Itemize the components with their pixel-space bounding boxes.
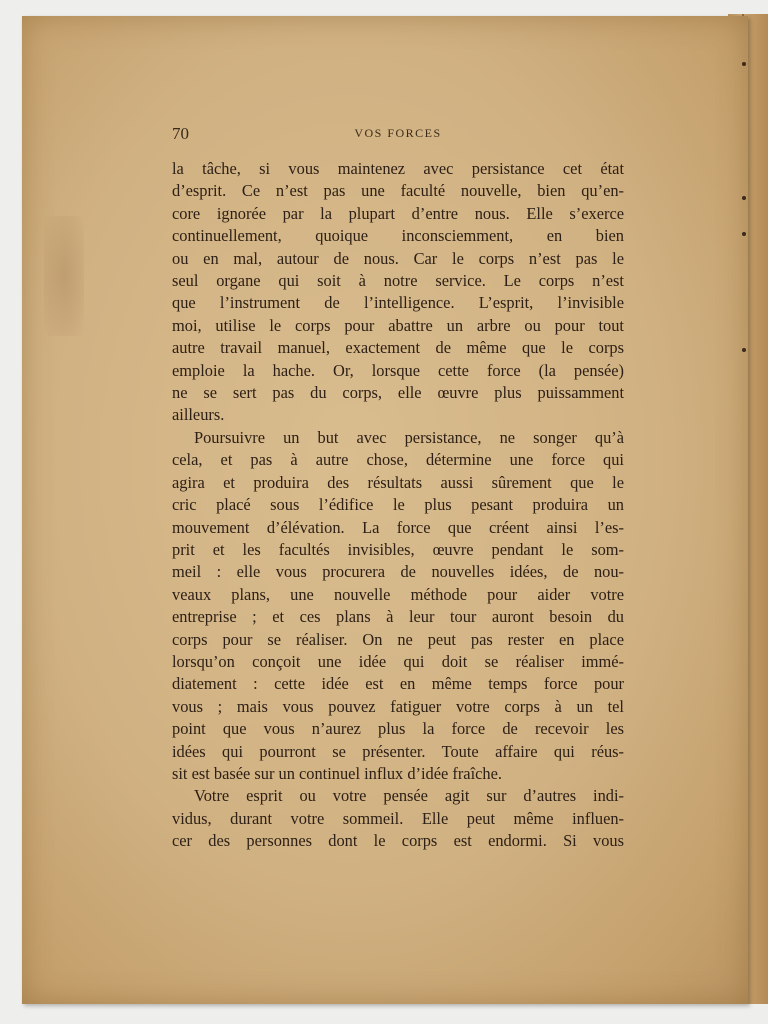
- text-line: idées qui pourront se présenter. Toute affaire qui réus-: [172, 741, 624, 761]
- text-line: d’esprit. Ce n’est pas une faculté nouvelle, bien qu’en-: [172, 181, 624, 201]
- text-line: moi, utilise le corps pour abattre un arbre ou pour tout: [172, 315, 624, 335]
- page-number: 70: [172, 124, 189, 143]
- binding-mark: [742, 62, 746, 66]
- text-line: prit et les facultés invisibles, œuvre pendant le som-: [172, 539, 624, 559]
- paragraph-first-line: Poursuivre un but avec persistance, ne songer qu’à: [194, 427, 624, 447]
- text-line: autre travail manuel, exactement de même que le corps: [172, 338, 624, 358]
- binding-mark: [742, 196, 746, 200]
- text-line: sit est basée sur un continuel influx d’idée fraîche.: [172, 763, 502, 783]
- text-line: point que vous n’aurez plus la force de recevoir les: [172, 719, 624, 739]
- page-header: [172, 124, 624, 144]
- text-line: vous ; mais vous pouvez fatiguer votre corps à un tel: [172, 696, 624, 716]
- text-line: entreprise ; et ces plans à leur tour auront besoin du: [172, 607, 624, 627]
- running-title: VOS FORCES: [354, 126, 442, 140]
- text-line: meil : elle vous procurera de nouvelles idées, de nou-: [172, 562, 624, 582]
- text-line: agira et produira des résultats aussi sûrement que le: [172, 472, 624, 492]
- text-line: que l’instrument de l’intelligence. L’esprit, l’invisible: [172, 293, 624, 313]
- text-line: vidus, durant votre sommeil. Elle peut même influen-: [172, 808, 624, 828]
- text-line: ne se sert pas du corps, elle œuvre plus puissamment: [172, 383, 624, 403]
- text-line: continuellement, quoique inconsciemment, en bien: [172, 226, 624, 246]
- text-line: emploie la hache. Or, lorsque cette force (la pensée): [172, 360, 624, 380]
- paragraph-first-line: Votre esprit ou votre pensée agit sur d’autres indi-: [194, 786, 624, 806]
- body-text: [172, 158, 624, 853]
- binding-mark: [742, 232, 746, 236]
- text-line: core ignorée par la plupart d’entre nous. Elle s’exerce: [172, 203, 624, 223]
- text-line: diatement : cette idée est en même temps force pour: [172, 674, 624, 694]
- text-line: veaux plans, une nouvelle méthode pour aider votre: [172, 584, 624, 604]
- text-line: seul organe qui soit à notre service. Le corps n’est: [172, 271, 624, 291]
- text-line: lorsqu’on conçoit une idée qui doit se réaliser immé-: [172, 651, 624, 671]
- text-line: corps pour se réaliser. On ne peut pas rester en place: [172, 629, 624, 649]
- text-line: la tâche, si vous maintenez avec persistance cet état: [172, 159, 624, 178]
- text-line: cer des personnes dont le corps est endormi. Si vous: [172, 831, 624, 851]
- text-line: cela, et pas à autre chose, détermine une force qui: [172, 450, 624, 470]
- binding-mark: [742, 348, 746, 352]
- text-line: ou en mal, autour de nous. Car le corps n’est pas le: [172, 248, 624, 268]
- page-stain: [44, 216, 84, 336]
- text-line: mouvement d’élévation. La force que créent ainsi l’es-: [172, 517, 624, 537]
- text-line: ailleurs.: [172, 405, 225, 425]
- text-line: cric placé sous l’édifice le plus pesant produira un: [172, 495, 624, 515]
